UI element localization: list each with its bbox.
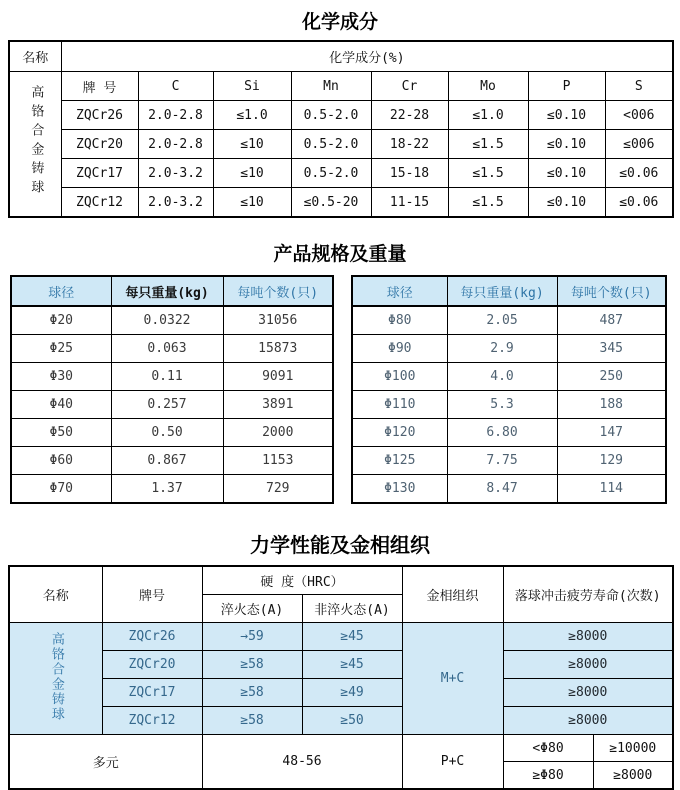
table-row bbox=[9, 679, 673, 707]
table-row bbox=[352, 391, 666, 419]
spec-left-header-diameter: 球径 bbox=[11, 276, 111, 306]
table-cell: 0.5-2.0 bbox=[291, 101, 371, 130]
spec-title: 产品规格及重量 bbox=[273, 243, 407, 265]
mech-group-label bbox=[9, 623, 102, 735]
table-cell: 15-18 bbox=[371, 159, 448, 188]
chem-col-header-si: Si bbox=[213, 72, 291, 101]
table-cell: 0.063 bbox=[111, 335, 223, 363]
table-cell: ≥8000 bbox=[503, 623, 673, 651]
chem-col-header-grade: 牌 号 bbox=[61, 72, 138, 101]
table-row bbox=[352, 335, 666, 363]
table-cell: 9091 bbox=[223, 363, 333, 391]
table-cell: 487 bbox=[557, 306, 666, 335]
table-cell: 0.50 bbox=[111, 419, 223, 447]
table-cell: ≤0.10 bbox=[528, 130, 605, 159]
table-cell: 6.80 bbox=[447, 419, 557, 447]
table-cell: Φ30 bbox=[11, 363, 111, 391]
table-cell: Φ25 bbox=[11, 335, 111, 363]
mech-structure-value: M+C bbox=[402, 623, 503, 735]
table-cell: ≤006 bbox=[605, 130, 673, 159]
table-cell: ≥8000 bbox=[503, 707, 673, 735]
table-cell: ≥45 bbox=[302, 623, 402, 651]
mech-header-hardness: 硬 度（HRC） bbox=[202, 566, 402, 595]
mech-bottom-structure: P+C bbox=[402, 735, 503, 790]
table-cell: 729 bbox=[223, 475, 333, 504]
table-cell: ZQCr26 bbox=[61, 101, 138, 130]
table-row bbox=[352, 447, 666, 475]
table-row bbox=[352, 276, 666, 306]
mech-title: 力学性能及金相组织 bbox=[250, 533, 430, 557]
table-cell: ZQCr17 bbox=[61, 159, 138, 188]
table-row bbox=[9, 566, 673, 595]
table-cell: 4.0 bbox=[447, 363, 557, 391]
spec-table-left bbox=[10, 275, 334, 504]
table-cell: ≤1.0 bbox=[213, 101, 291, 130]
spec-table-right bbox=[351, 275, 667, 504]
chem-title: 化学成分 bbox=[301, 11, 378, 33]
table-row bbox=[352, 419, 666, 447]
table-cell: <006 bbox=[605, 101, 673, 130]
spec-left-header-weight: 每只重量(kg) bbox=[111, 276, 223, 306]
table-row bbox=[11, 363, 333, 391]
table-cell: Φ50 bbox=[11, 419, 111, 447]
table-row bbox=[11, 475, 333, 504]
table-cell: Φ130 bbox=[352, 475, 447, 504]
table-cell: 147 bbox=[557, 419, 666, 447]
table-row bbox=[11, 335, 333, 363]
table-row bbox=[352, 475, 666, 504]
mech-header-name: 名称 bbox=[9, 566, 102, 623]
table-cell: 1153 bbox=[223, 447, 333, 475]
table-cell: ZQCr20 bbox=[102, 651, 202, 679]
table-cell: 0.0322 bbox=[111, 306, 223, 335]
table-row bbox=[9, 188, 673, 218]
table-cell: ZQCr20 bbox=[61, 130, 138, 159]
table-cell: ≤1.5 bbox=[448, 188, 528, 218]
table-row bbox=[352, 363, 666, 391]
table-cell: 2.0-3.2 bbox=[138, 159, 213, 188]
table-cell: 15873 bbox=[223, 335, 333, 363]
table-cell: Φ40 bbox=[11, 391, 111, 419]
table-cell: Φ120 bbox=[352, 419, 447, 447]
table-cell: ≤10 bbox=[213, 159, 291, 188]
table-cell: 2.0-2.8 bbox=[138, 101, 213, 130]
table-row bbox=[9, 623, 673, 651]
table-cell: ≥10000 bbox=[593, 735, 673, 762]
table-cell: ZQCr12 bbox=[102, 707, 202, 735]
table-cell: 11-15 bbox=[371, 188, 448, 218]
table-cell: ≤0.10 bbox=[528, 101, 605, 130]
table-cell: Φ70 bbox=[11, 475, 111, 504]
table-cell: 22-28 bbox=[371, 101, 448, 130]
table-cell: ≤0.10 bbox=[528, 159, 605, 188]
table-cell: ≥8000 bbox=[503, 679, 673, 707]
table-row bbox=[9, 41, 673, 72]
table-cell: 2.0-3.2 bbox=[138, 188, 213, 218]
table-row bbox=[352, 306, 666, 335]
table-cell: Φ110 bbox=[352, 391, 447, 419]
table-cell: ≥45 bbox=[302, 651, 402, 679]
table-cell: 7.75 bbox=[447, 447, 557, 475]
table-row bbox=[9, 130, 673, 159]
spec-right-header-count: 每吨个数(只) bbox=[557, 276, 666, 306]
table-cell: 129 bbox=[557, 447, 666, 475]
table-cell: 8.47 bbox=[447, 475, 557, 504]
table-row bbox=[11, 276, 333, 306]
table-cell: Φ90 bbox=[352, 335, 447, 363]
mechanical-properties-table bbox=[8, 565, 674, 790]
table-row bbox=[9, 735, 673, 762]
table-cell: 188 bbox=[557, 391, 666, 419]
chem-col-header-mo: Mo bbox=[448, 72, 528, 101]
mech-bottom-hardness: 48-56 bbox=[202, 735, 402, 790]
chem-col-header-p: P bbox=[528, 72, 605, 101]
spec-left-header-count: 每吨个数(只) bbox=[223, 276, 333, 306]
table-cell: ≤1.5 bbox=[448, 130, 528, 159]
mech-header-fatigue: 落球冲击疲劳寿命(次数) bbox=[503, 566, 673, 623]
chem-col-header-s: S bbox=[605, 72, 673, 101]
mech-header-unquenched: 非淬火态(A) bbox=[302, 595, 402, 623]
chemical-composition-table bbox=[8, 40, 674, 218]
table-cell: ≤0.5-20 bbox=[291, 188, 371, 218]
table-cell: 1.37 bbox=[111, 475, 223, 504]
table-cell: ≤0.06 bbox=[605, 159, 673, 188]
spec-right-header-diameter: 球径 bbox=[352, 276, 447, 306]
table-cell: 0.5-2.0 bbox=[291, 159, 371, 188]
chem-col-header-c: C bbox=[138, 72, 213, 101]
table-cell: 2.9 bbox=[447, 335, 557, 363]
table-cell: →59 bbox=[202, 623, 302, 651]
chem-span-header: 化学成分(%) bbox=[61, 41, 673, 72]
table-row bbox=[9, 159, 673, 188]
table-cell: 31056 bbox=[223, 306, 333, 335]
table-cell: 18-22 bbox=[371, 130, 448, 159]
vertical-label: 高铬合金铸球 bbox=[28, 85, 44, 199]
table-cell: ≥49 bbox=[302, 679, 402, 707]
table-cell: Φ20 bbox=[11, 306, 111, 335]
table-row bbox=[11, 306, 333, 335]
table-cell: ≥58 bbox=[202, 679, 302, 707]
table-cell: 0.5-2.0 bbox=[291, 130, 371, 159]
table-cell: 2.0-2.8 bbox=[138, 130, 213, 159]
table-row bbox=[11, 391, 333, 419]
table-cell: ≥50 bbox=[302, 707, 402, 735]
table-row bbox=[11, 447, 333, 475]
mech-header-structure: 金相组织 bbox=[402, 566, 503, 623]
table-cell: ≥8000 bbox=[503, 651, 673, 679]
table-cell: ≤0.06 bbox=[605, 188, 673, 218]
vertical-label: 高铬合金铸球 bbox=[48, 631, 64, 722]
chem-group-label bbox=[9, 72, 61, 218]
table-cell: ZQCr26 bbox=[102, 623, 202, 651]
table-cell: 5.3 bbox=[447, 391, 557, 419]
table-cell: <Φ80 bbox=[503, 735, 593, 762]
spec-tables-row bbox=[10, 275, 667, 504]
mech-header-quenched: 淬火态(A) bbox=[202, 595, 302, 623]
table-cell: 250 bbox=[557, 363, 666, 391]
mech-header-grade: 牌号 bbox=[102, 566, 202, 623]
table-cell: 2.05 bbox=[447, 306, 557, 335]
spec-right-header-weight: 每只重量(kg) bbox=[447, 276, 557, 306]
chem-col-header-mn: Mn bbox=[291, 72, 371, 101]
table-cell: 0.867 bbox=[111, 447, 223, 475]
table-cell: ≤10 bbox=[213, 188, 291, 218]
table-row bbox=[9, 707, 673, 735]
mech-bottom-name: 多元 bbox=[9, 735, 202, 790]
table-cell: 345 bbox=[557, 335, 666, 363]
table-cell: 3891 bbox=[223, 391, 333, 419]
table-cell: ≤1.0 bbox=[448, 101, 528, 130]
table-cell: ≤1.5 bbox=[448, 159, 528, 188]
table-cell: ZQCr17 bbox=[102, 679, 202, 707]
table-row bbox=[9, 72, 673, 101]
chem-corner-label: 名称 bbox=[9, 41, 61, 72]
table-cell: 0.257 bbox=[111, 391, 223, 419]
table-cell: ZQCr12 bbox=[61, 188, 138, 218]
table-cell: Φ60 bbox=[11, 447, 111, 475]
table-cell: ≥Φ80 bbox=[503, 762, 593, 790]
table-cell: Φ100 bbox=[352, 363, 447, 391]
table-cell: 114 bbox=[557, 475, 666, 504]
chem-col-header-cr: Cr bbox=[371, 72, 448, 101]
table-cell: 2000 bbox=[223, 419, 333, 447]
table-cell: Φ125 bbox=[352, 447, 447, 475]
table-row bbox=[9, 101, 673, 130]
table-row bbox=[11, 419, 333, 447]
table-cell: ≥58 bbox=[202, 707, 302, 735]
table-cell: 0.11 bbox=[111, 363, 223, 391]
table-cell: ≥8000 bbox=[593, 762, 673, 790]
table-cell: ≥58 bbox=[202, 651, 302, 679]
table-cell: ≤10 bbox=[213, 130, 291, 159]
table-row bbox=[9, 651, 673, 679]
table-cell: ≤0.10 bbox=[528, 188, 605, 218]
table-cell: Φ80 bbox=[352, 306, 447, 335]
